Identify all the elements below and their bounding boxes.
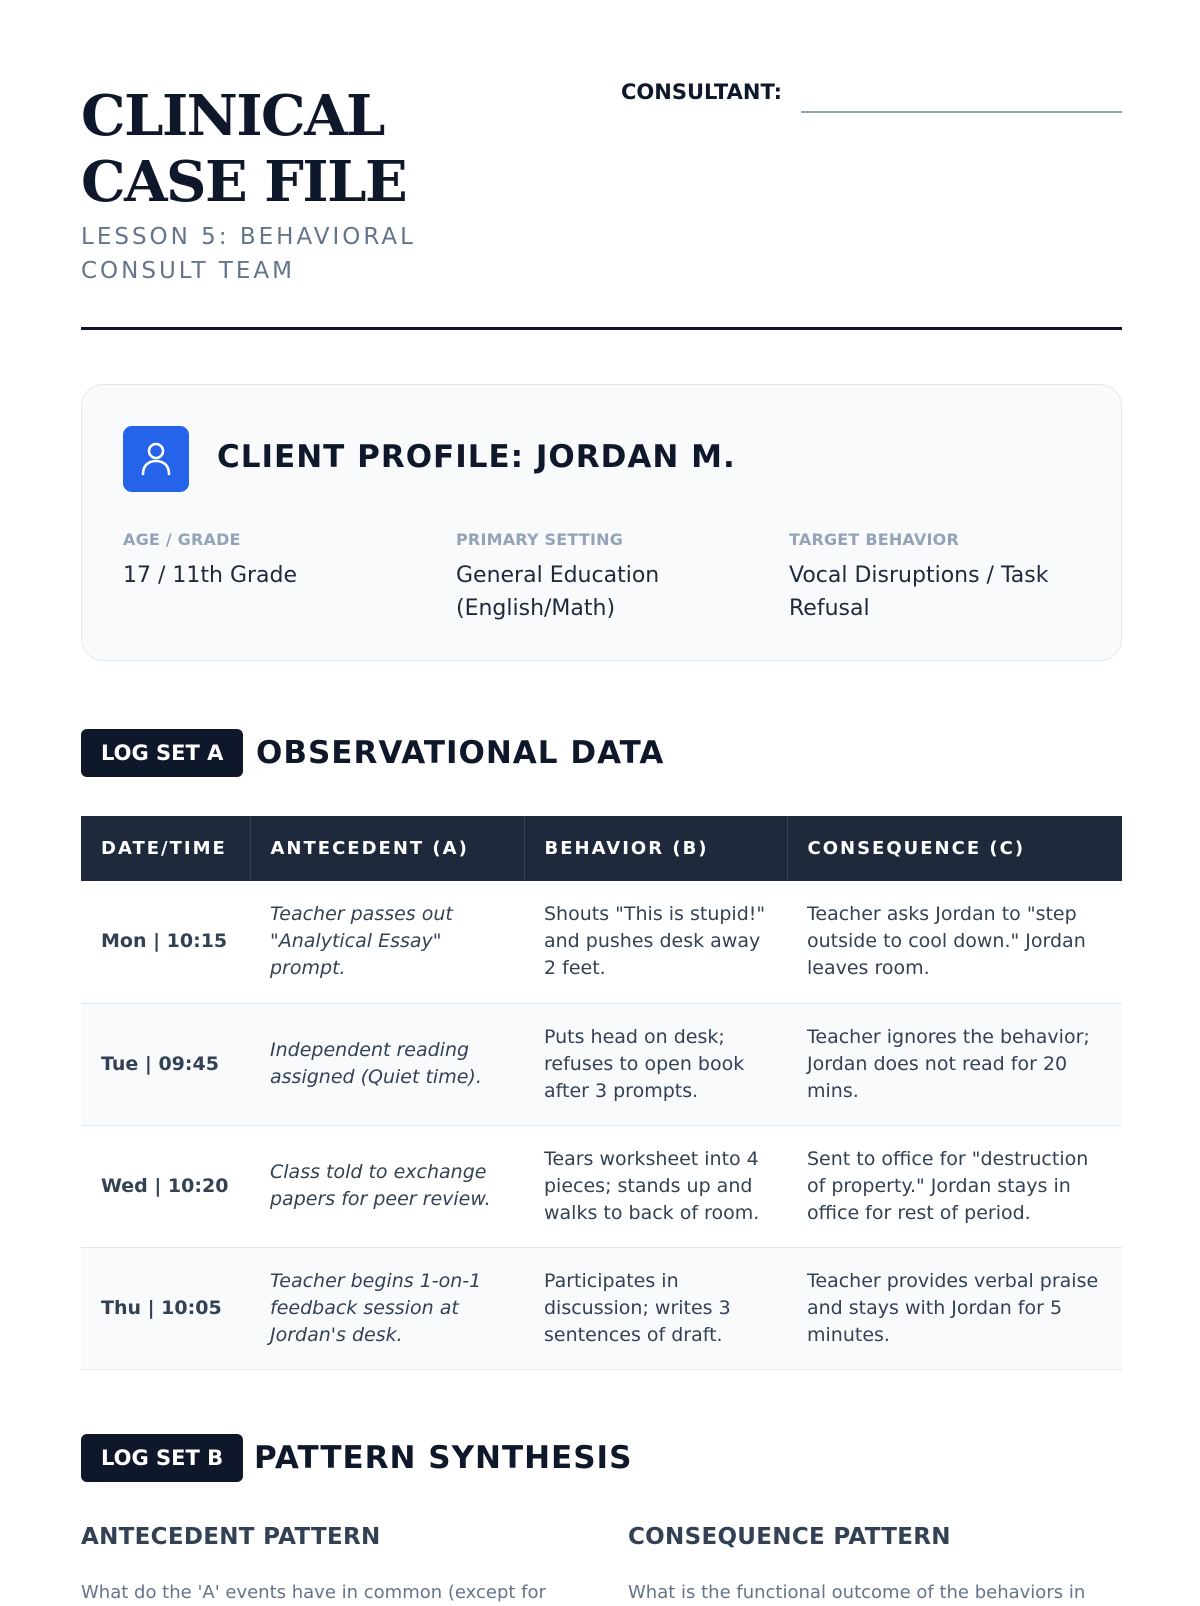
primary-setting-field bbox=[456, 530, 706, 625]
field-label: TARGET BEHAVIOR bbox=[789, 530, 959, 549]
column-header: CONSEQUENCE (C) bbox=[787, 816, 1122, 881]
consequence-cell: Sent to office for "destruction of property." Jordan stays in office for rest of period. bbox=[787, 1125, 1122, 1247]
consequence-pattern-question: What is the functional outcome of the behaviors in bbox=[628, 1582, 1086, 1603]
log-set-a-tag: LOG SET A bbox=[81, 729, 243, 777]
consequence-pattern-title: CONSEQUENCE PATTERN bbox=[628, 1524, 951, 1550]
behavior-cell: Puts head on desk; refuses to open book after 3 prompts. bbox=[524, 1003, 787, 1125]
age-grade-field bbox=[123, 530, 423, 592]
page-title: CLINICAL CASE FILE bbox=[81, 83, 407, 215]
pattern-synthesis-title: PATTERN SYNTHESIS bbox=[254, 1440, 633, 1476]
datetime-cell: Thu | 10:05 bbox=[81, 1247, 250, 1369]
client-profile-title: CLIENT PROFILE: JORDAN M. bbox=[217, 439, 736, 475]
consequence-cell: Teacher ignores the behavior; Jordan does not read for 20 mins. bbox=[787, 1003, 1122, 1125]
datetime-cell: Wed | 10:20 bbox=[81, 1125, 250, 1247]
table-row bbox=[81, 881, 1122, 1003]
consequence-cell: Teacher asks Jordan to "step outside to cool down." Jordan leaves room. bbox=[787, 881, 1122, 1003]
antecedent-pattern-title: ANTECEDENT PATTERN bbox=[81, 1524, 381, 1550]
client-profile-card bbox=[81, 384, 1122, 661]
behavior-cell: Tears worksheet into 4 pieces; stands up and walks to back of room. bbox=[524, 1125, 787, 1247]
consequence-cell: Teacher provides verbal praise and stays with Jordan for 5 minutes. bbox=[787, 1247, 1122, 1369]
field-value: Vocal Disruptions / Task Refusal bbox=[789, 563, 1049, 621]
antecedent-cell: Teacher begins 1-on-1 feedback session at Jordan's desk. bbox=[250, 1247, 524, 1369]
table-row bbox=[81, 1125, 1122, 1247]
behavior-cell: Shouts "This is stupid!" and pushes desk away 2 feet. bbox=[524, 881, 787, 1003]
field-value: 17 / 11th Grade bbox=[123, 563, 298, 588]
field-label: PRIMARY SETTING bbox=[456, 530, 624, 549]
field-label: AGE / GRADE bbox=[123, 530, 241, 549]
antecedent-pattern-question: What do the 'A' events have in common (except for bbox=[81, 1582, 546, 1603]
observational-data-title: OBSERVATIONAL DATA bbox=[256, 735, 665, 771]
antecedent-pattern-section bbox=[81, 1524, 561, 1606]
behavior-cell: Participates in discussion; writes 3 sentences of draft. bbox=[524, 1247, 787, 1369]
antecedent-cell: Independent reading assigned (Quiet time). bbox=[250, 1003, 524, 1125]
abc-log-table bbox=[81, 816, 1122, 1370]
case-file-page bbox=[81, 0, 1122, 1603]
column-header: BEHAVIOR (B) bbox=[524, 816, 787, 881]
consultant-signature-line[interactable] bbox=[801, 111, 1122, 113]
column-header: ANTECEDENT (A) bbox=[250, 816, 524, 881]
target-behavior-field bbox=[789, 530, 1069, 625]
datetime-cell: Mon | 10:15 bbox=[81, 881, 250, 1003]
consequence-pattern-section bbox=[628, 1524, 1108, 1606]
page-header bbox=[81, 0, 1122, 330]
antecedent-cell: Teacher passes out "Analytical Essay" prompt. bbox=[250, 881, 524, 1003]
table-header-row bbox=[81, 816, 1122, 881]
field-value: General Education (English/Math) bbox=[456, 563, 660, 621]
user-icon bbox=[123, 426, 189, 492]
antecedent-cell: Class told to exchange papers for peer review. bbox=[250, 1125, 524, 1247]
page-subtitle: LESSON 5: BEHAVIORAL CONSULT TEAM bbox=[81, 224, 416, 284]
consultant-label: CONSULTANT: bbox=[621, 80, 783, 104]
datetime-cell: Tue | 09:45 bbox=[81, 1003, 250, 1125]
column-header: DATE/TIME bbox=[81, 816, 250, 881]
table-row bbox=[81, 1247, 1122, 1369]
log-set-b-tag: LOG SET B bbox=[81, 1434, 243, 1482]
table-row bbox=[81, 1003, 1122, 1125]
